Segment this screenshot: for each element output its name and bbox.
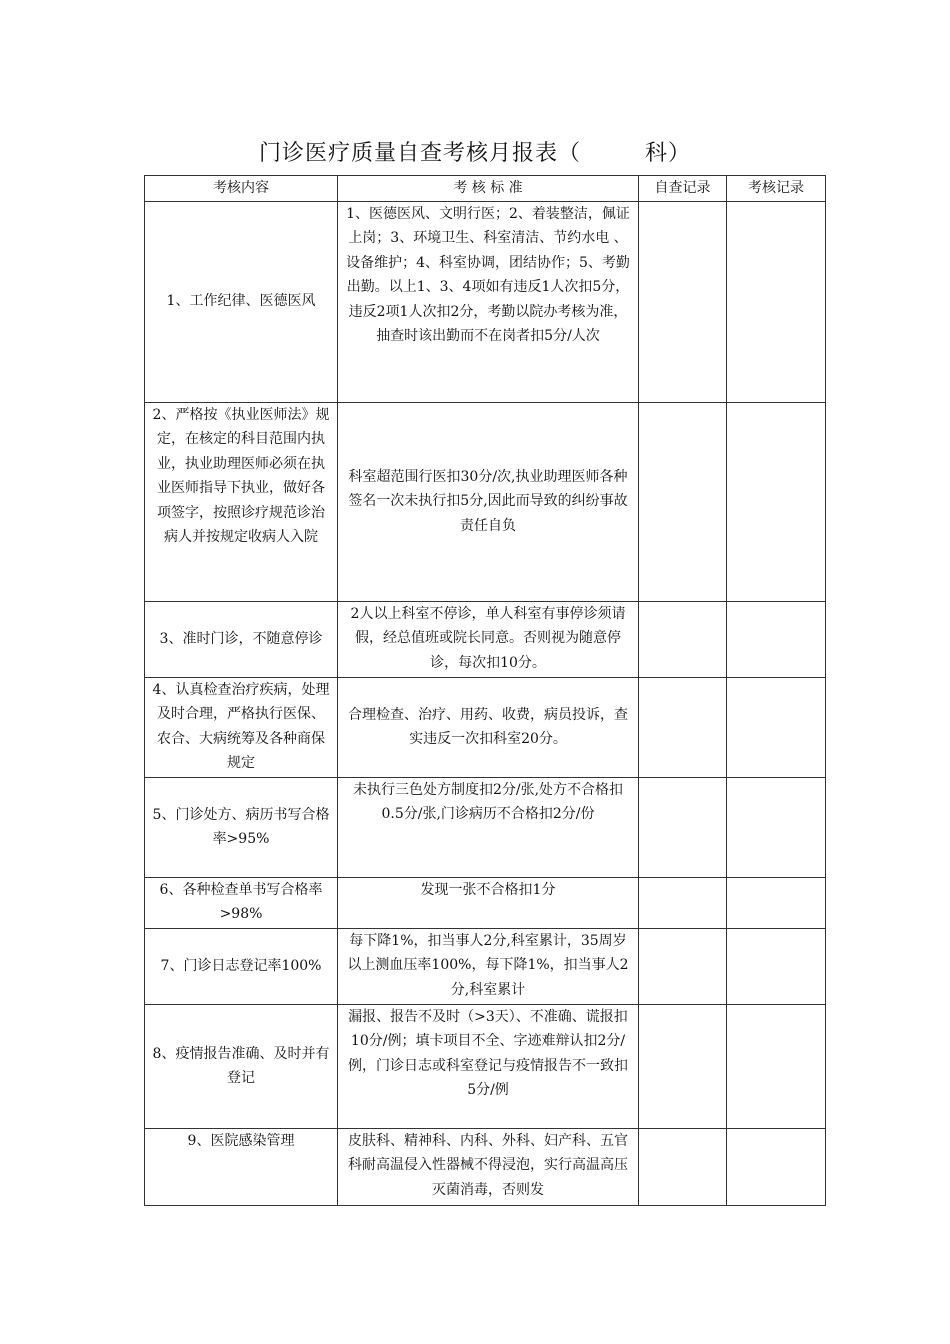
header-self-check: 自查记录 xyxy=(639,176,727,202)
standard-cell: 科室超范围行医扣30分/次,执业助理医师各种签名一次未执行扣5分,因此而导致的纠纷事故责任自负 xyxy=(338,402,639,601)
table-row xyxy=(145,777,826,877)
title-main: 门诊医疗质量自查考核月报表（ xyxy=(258,141,581,166)
item-cell: 6、各种检查单书写合格率 >98% xyxy=(145,877,338,928)
page-title xyxy=(0,136,950,167)
item-cell: 8、疫情报告准确、及时并有登记 xyxy=(145,1004,338,1128)
item-cell: 9、医院感染管理 xyxy=(145,1128,338,1205)
self-check-cell[interactable] xyxy=(639,1004,727,1128)
table-row xyxy=(145,677,826,777)
standard-cell: 皮肤科、精神科、内科、外科、妇产科、五官科耐高温侵入性器械不得浸泡，实行高温高压灭菌消毒，否则发 xyxy=(338,1128,639,1205)
item-cell: 5、门诊处方、病历书写合格率>95% xyxy=(145,777,338,877)
standard-cell: 每下降1%，扣当事人2分,科室累计，35周岁以上测血压率100%，每下降1%，扣当事人2分,科室累计 xyxy=(338,928,639,1004)
standard-cell: 未执行三色处方制度扣2分/张,处方不合格扣0.5分/张,门诊病历不合格扣2分/份 xyxy=(338,777,639,877)
self-check-cell[interactable] xyxy=(639,1128,727,1205)
self-check-cell[interactable] xyxy=(639,777,727,877)
review-cell[interactable] xyxy=(727,402,826,601)
self-check-cell[interactable] xyxy=(639,677,727,777)
header-item: 考核内容 xyxy=(145,176,338,202)
standard-cell: 2人以上科室不停诊，单人科室有事停诊须请假，经总值班或院长同意。否则视为随意停诊，每次扣10分。 xyxy=(338,601,639,677)
table-row xyxy=(145,877,826,928)
table-row xyxy=(145,928,826,1004)
table-row xyxy=(145,1128,826,1205)
item-cell: 1、工作纪律、医德医风 xyxy=(145,201,338,402)
self-check-cell[interactable] xyxy=(639,877,727,928)
table-header-row xyxy=(145,176,826,202)
review-cell[interactable] xyxy=(727,601,826,677)
standard-cell: 漏报、报告不及时（>3天）、不准确、谎报扣10分/例；填卡项目不全、字迹难辩认扣2分/例，门诊日志或科室登记与疫情报告不一致扣5分/例 xyxy=(338,1004,639,1128)
self-check-cell[interactable] xyxy=(639,928,727,1004)
table-row xyxy=(145,1004,826,1128)
assessment-table xyxy=(144,175,826,1206)
title-dept-suffix: 科） xyxy=(645,141,692,166)
table-row xyxy=(145,201,826,402)
self-check-cell[interactable] xyxy=(639,201,727,402)
review-cell[interactable] xyxy=(727,877,826,928)
item-cell: 4、认真检查治疗疾病，处理及时合理，严格执行医保、农合、大病统筹及各种商保规定 xyxy=(145,677,338,777)
self-check-cell[interactable] xyxy=(639,402,727,601)
review-cell[interactable] xyxy=(727,1128,826,1205)
review-cell[interactable] xyxy=(727,928,826,1004)
review-cell[interactable] xyxy=(727,201,826,402)
item-cell: 7、门诊日志登记率100% xyxy=(145,928,338,1004)
table-row xyxy=(145,402,826,601)
standard-cell: 发现一张不合格扣1分 xyxy=(338,877,639,928)
table-row xyxy=(145,601,826,677)
standard-cell: 合理检查、治疗、用药、收费，病员投诉，查实违反一次扣科室20分。 xyxy=(338,677,639,777)
self-check-cell[interactable] xyxy=(639,601,727,677)
item-cell: 3、准时门诊，不随意停诊 xyxy=(145,601,338,677)
header-review: 考核记录 xyxy=(727,176,826,202)
standard-cell: 1、医德医风、文明行医；2、着装整洁，佩证上岗；3、环境卫生、科室清洁、节约水电 、设备维护；4、科室协调，团结协作；5、考勤出勤。以上1、3、4项如有违反1人次扣5分，违反2项1人次扣2分，考勤以院办考核为准，抽查时该出勤而不在岗者扣5分/人次 xyxy=(338,201,639,402)
review-cell[interactable] xyxy=(727,777,826,877)
review-cell[interactable] xyxy=(727,1004,826,1128)
header-standard: 考 核 标 准 xyxy=(338,176,639,202)
item-cell: 2、严格按《执业医师法》规定，在核定的科目范围内执业，执业助理医师必须在执业医师指导下执业，做好各项签字，按照诊疗规范诊治病人并按规定收病人入院 xyxy=(145,402,338,601)
review-cell[interactable] xyxy=(727,677,826,777)
